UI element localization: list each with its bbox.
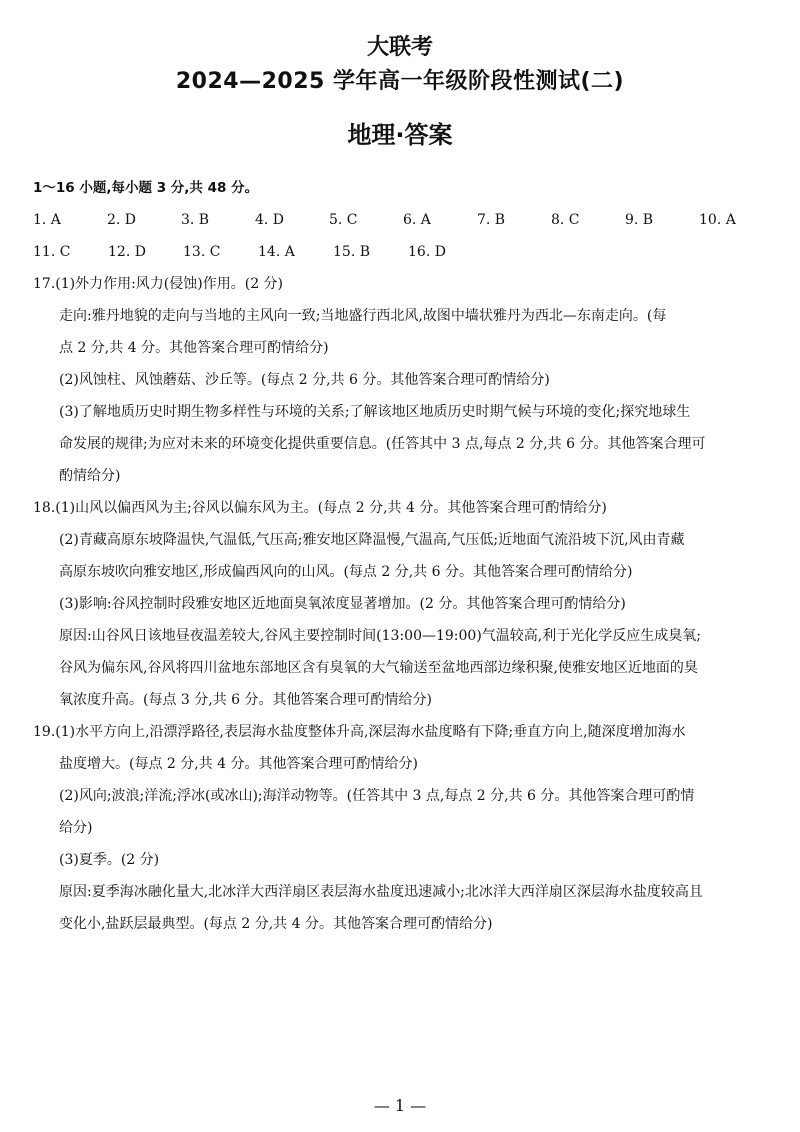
subject-title: 地理·答案 <box>347 121 453 149</box>
mc-answer: 12. D <box>108 244 146 260</box>
q17-direction-line1: 走向:雅丹地貌的走向与当地的主风向一致;当地盛行西北风,故图中墙状雅丹为西北—东南走向。(每 <box>59 308 667 324</box>
mc-answer: 6. A <box>403 212 431 228</box>
answer-content <box>33 172 773 940</box>
mc-answer: 15. B <box>333 244 371 260</box>
mc-answer: 1. A <box>33 212 61 228</box>
mc-answer: 5. C <box>329 212 358 228</box>
mc-answer-row-1 <box>33 204 773 236</box>
multiple-choice-intro: 1～16 小题,每小题 3 分,共 48 分。 <box>33 180 259 196</box>
q17-direction-line2: 点 2 分,共 4 分。其他答案合理可酌情给分) <box>59 340 329 356</box>
q17-part2: (2)风蚀柱、风蚀蘑菇、沙丘等。(每点 2 分,共 6 分。其他答案合理可酌情给分) <box>59 372 550 388</box>
q19-part2-line1: (2)风向;波浪;洋流;浮冰(或冰山);海洋动物等。(任答其中 3 点,每点 2 分,共 6 分。其他答案合理可酌情 <box>59 788 695 804</box>
mc-answer: 11. C <box>33 244 71 260</box>
q17-part3-line3: 酌情给分) <box>59 468 121 484</box>
mc-answer: 8. C <box>551 212 580 228</box>
mc-answer: 13. C <box>183 244 221 260</box>
mc-answer: 3. B <box>181 212 210 228</box>
q18-part3: (3)影响:谷风控制时段雅安地区近地面臭氧浓度显著增加。(2 分。其他答案合理可酌情给分) <box>59 596 626 612</box>
q19-part2-line2: 给分) <box>59 820 93 836</box>
q18-part1: 18.(1)山风以偏西风为主;谷风以偏东风为主。(每点 2 分,共 4 分。其他答案合理可酌情给分) <box>33 500 607 516</box>
q18-part2-line2: 高原东坡吹向雅安地区,形成偏西风向的山风。(每点 2 分,共 6 分。其他答案合理可酌情给分) <box>59 564 633 580</box>
mc-answer: 9. B <box>625 212 654 228</box>
q19-reason-line2: 变化小,盐跃层最典型。(每点 2 分,共 4 分。其他答案合理可酌情给分) <box>59 916 493 932</box>
question-17 <box>33 268 773 492</box>
exam-name: 大联考 <box>366 35 433 60</box>
q18-reason-line1: 原因:山谷风日该地昼夜温差较大,谷风主要控制时间(13:00—19:00)气温较高,利于光化学反应生成臭氧; <box>59 628 701 644</box>
q18-part2-line1: (2)青藏高原东坡降温快,气温低,气压高;雅安地区降温慢,气温高,气压低;近地面气流沿坡下沉,风由青藏 <box>59 532 685 548</box>
question-18 <box>33 492 773 716</box>
mc-answer: 4. D <box>255 212 285 228</box>
mc-answer: 2. D <box>107 212 137 228</box>
mc-answer: 10. A <box>699 212 736 228</box>
q19-reason-line1: 原因:夏季海冰融化量大,北冰洋大西洋扇区表层海水盐度迅速减小;北冰洋大西洋扇区深层海水盐度较高且 <box>59 884 703 900</box>
q17-part1: 17.(1)外力作用:风力(侵蚀)作用。(2 分) <box>33 276 284 292</box>
q19-part1-line2: 盐度增大。(每点 2 分,共 4 分。其他答案合理可酌情给分) <box>59 756 418 772</box>
q19-part3: (3)夏季。(2 分) <box>59 852 160 868</box>
q19-part1-line1: 19.(1)水平方向上,沿漂浮路径,表层海水盐度整体升高,深层海水盐度略有下降;垂直方向上,随深度增加海水 <box>33 724 686 740</box>
mc-answer-row-2 <box>33 236 773 268</box>
q18-reason-line2: 谷风为偏东风,谷风将四川盆地东部地区含有臭氧的大气输送至盆地西部边缘积聚,使雅安地区近地面的臭 <box>59 660 698 676</box>
mc-answer: 14. A <box>258 244 295 260</box>
q18-reason-line3: 氧浓度升高。(每点 3 分,共 6 分。其他答案合理可酌情给分) <box>59 692 432 708</box>
q17-part3-line1: (3)了解地质历史时期生物多样性与环境的关系;了解该地区地质历史时期气候与环境的变化;探究地球生 <box>59 404 691 420</box>
exam-title: 2024—2025 学年高一年级阶段性测试(二) <box>175 69 625 94</box>
page-number: — 1 — <box>373 1096 427 1115</box>
question-19 <box>33 716 773 940</box>
mc-answer: 7. B <box>477 212 506 228</box>
mc-answer: 16. D <box>408 244 446 260</box>
q17-part3-line2: 命发展的规律;为应对未来的环境变化提供重要信息。(任答其中 3 点,每点 2 分,共 6 分。其他答案合理可 <box>59 436 706 452</box>
